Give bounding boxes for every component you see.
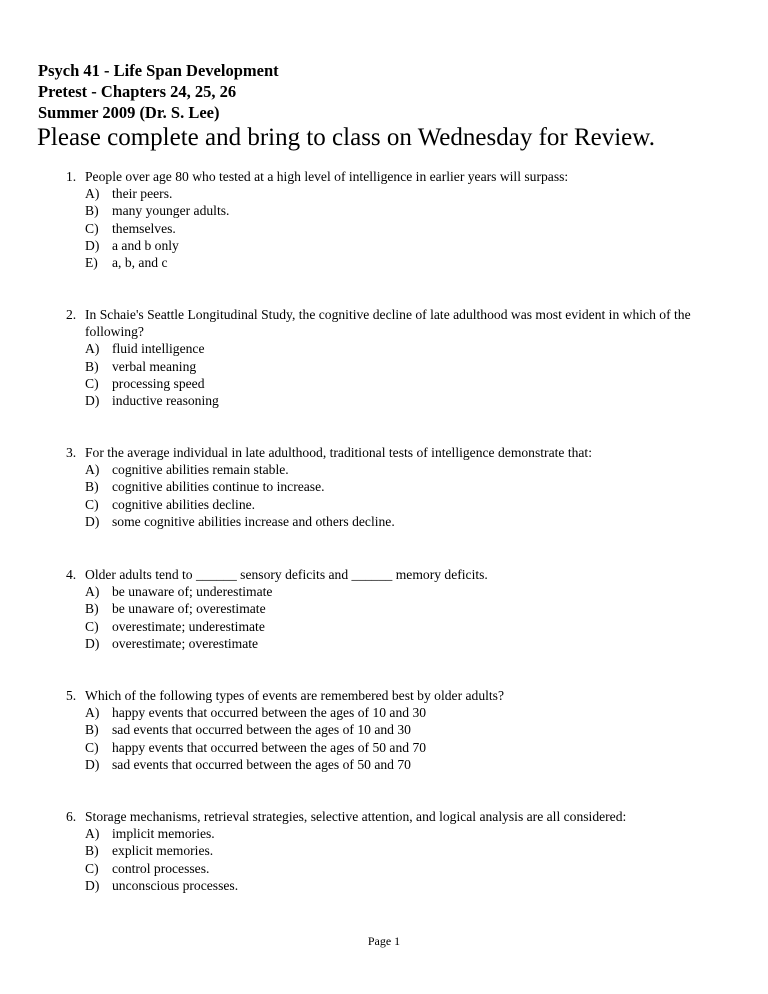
option-letter: D) bbox=[85, 877, 100, 893]
option-text: many younger adults. bbox=[112, 203, 230, 219]
question-6 bbox=[66, 808, 736, 894]
question-text: People over age 80 who tested at a high level of intelligence in earlier years will surpass: bbox=[85, 169, 569, 184]
question-number: 3. bbox=[66, 445, 77, 460]
question-number: 5. bbox=[66, 688, 77, 703]
option-letter: D) bbox=[85, 756, 100, 772]
answer-option bbox=[85, 618, 736, 635]
term-line: Summer 2009 (Dr. S. Lee) bbox=[38, 103, 220, 122]
page-number: Page 1 bbox=[367, 934, 401, 948]
question-2 bbox=[66, 306, 736, 409]
answer-option bbox=[85, 496, 736, 513]
answer-option bbox=[85, 220, 736, 237]
question-number: 1. bbox=[66, 169, 77, 184]
option-letter: A) bbox=[85, 462, 100, 478]
option-text: a, b, and c bbox=[112, 255, 168, 271]
option-letter: C) bbox=[85, 375, 99, 391]
option-letter: D) bbox=[85, 635, 100, 651]
option-text: cognitive abilities continue to increase. bbox=[112, 479, 325, 495]
option-letter: C) bbox=[85, 860, 99, 876]
answer-option bbox=[85, 375, 736, 392]
option-letter: B) bbox=[85, 843, 99, 859]
pretest-title: Pretest - Chapters 24, 25, 26 bbox=[38, 82, 237, 101]
option-text: cognitive abilities remain stable. bbox=[112, 462, 289, 478]
option-text: happy events that occurred between the ages of 10 and 30 bbox=[112, 705, 427, 721]
answer-option bbox=[85, 877, 736, 894]
option-text: overestimate; underestimate bbox=[112, 618, 265, 634]
option-text: fluid intelligence bbox=[112, 341, 205, 357]
option-text: be unaware of; underestimate bbox=[112, 584, 273, 600]
option-text: happy events that occurred between the ages of 50 and 70 bbox=[112, 739, 427, 755]
answer-option bbox=[85, 704, 736, 721]
answer-option bbox=[85, 635, 736, 652]
answer-option bbox=[85, 237, 736, 254]
option-letter: B) bbox=[85, 601, 99, 617]
option-letter: D) bbox=[85, 393, 100, 409]
option-text: verbal meaning bbox=[112, 358, 197, 374]
answer-option bbox=[85, 254, 736, 271]
question-text: Older adults tend to ______ sensory deficits and ______ memory deficits. bbox=[85, 567, 488, 582]
option-letter: E) bbox=[85, 255, 98, 271]
question-text: In Schaie's Seattle Longitudinal Study, the cognitive decline of late adulthood was most evident in which of the following? bbox=[85, 307, 691, 340]
option-letter: B) bbox=[85, 358, 99, 374]
option-text: overestimate; overestimate bbox=[112, 635, 259, 651]
course-title: Psych 41 - Life Span Development bbox=[38, 61, 279, 80]
option-text: unconscious processes. bbox=[112, 877, 239, 893]
answer-option bbox=[85, 340, 736, 357]
option-letter: A) bbox=[85, 826, 100, 842]
answer-option bbox=[85, 600, 736, 617]
question-4 bbox=[66, 566, 736, 652]
option-text: their peers. bbox=[112, 186, 173, 202]
option-letter: B) bbox=[85, 479, 99, 495]
option-letter: A) bbox=[85, 341, 100, 357]
option-text: control processes. bbox=[112, 860, 210, 876]
option-letter: B) bbox=[85, 203, 99, 219]
question-number: 4. bbox=[66, 567, 77, 582]
option-text: cognitive abilities decline. bbox=[112, 496, 256, 512]
question-number: 2. bbox=[66, 307, 77, 322]
question-text: Storage mechanisms, retrieval strategies, selective attention, and logical analysis are all considered: bbox=[85, 809, 627, 824]
question-text: For the average individual in late adulthood, traditional tests of intelligence demonstrate that: bbox=[85, 445, 592, 460]
option-letter: B) bbox=[85, 722, 99, 738]
option-text: sad events that occurred between the ages of 10 and 30 bbox=[112, 722, 411, 738]
answer-option bbox=[85, 202, 736, 219]
answer-option bbox=[85, 358, 736, 375]
option-letter: A) bbox=[85, 186, 100, 202]
answer-option bbox=[85, 825, 736, 842]
question-1 bbox=[66, 168, 736, 271]
answer-option bbox=[85, 842, 736, 859]
option-letter: C) bbox=[85, 496, 99, 512]
answer-option bbox=[85, 739, 736, 756]
answer-option bbox=[85, 721, 736, 738]
option-text: implicit memories. bbox=[112, 826, 215, 842]
option-letter: A) bbox=[85, 705, 100, 721]
answer-option bbox=[85, 583, 736, 600]
answer-option bbox=[85, 513, 736, 530]
option-text: themselves. bbox=[112, 220, 176, 236]
answer-option bbox=[85, 392, 736, 409]
option-letter: D) bbox=[85, 237, 100, 253]
option-text: sad events that occurred between the ages of 50 and 70 bbox=[112, 756, 411, 772]
question-3 bbox=[66, 444, 736, 530]
option-letter: A) bbox=[85, 584, 100, 600]
option-text: explicit memories. bbox=[112, 843, 214, 859]
question-number: 6. bbox=[66, 809, 77, 824]
question-5 bbox=[66, 687, 736, 773]
option-text: inductive reasoning bbox=[112, 393, 219, 409]
instruction-heading: Please complete and bring to class on Wednesday for Review. bbox=[37, 124, 655, 151]
answer-option bbox=[85, 478, 736, 495]
answer-option bbox=[85, 461, 736, 478]
option-text: be unaware of; overestimate bbox=[112, 601, 266, 617]
option-letter: C) bbox=[85, 618, 99, 634]
option-text: a and b only bbox=[112, 237, 179, 253]
option-text: processing speed bbox=[112, 375, 205, 391]
answer-option bbox=[85, 185, 736, 202]
option-text: some cognitive abilities increase and others decline. bbox=[112, 513, 395, 529]
option-letter: C) bbox=[85, 739, 99, 755]
answer-option bbox=[85, 756, 736, 773]
document-header bbox=[38, 60, 279, 123]
answer-option bbox=[85, 860, 736, 877]
option-letter: D) bbox=[85, 513, 100, 529]
question-text: Which of the following types of events are remembered best by older adults? bbox=[85, 688, 505, 703]
option-letter: C) bbox=[85, 220, 99, 236]
